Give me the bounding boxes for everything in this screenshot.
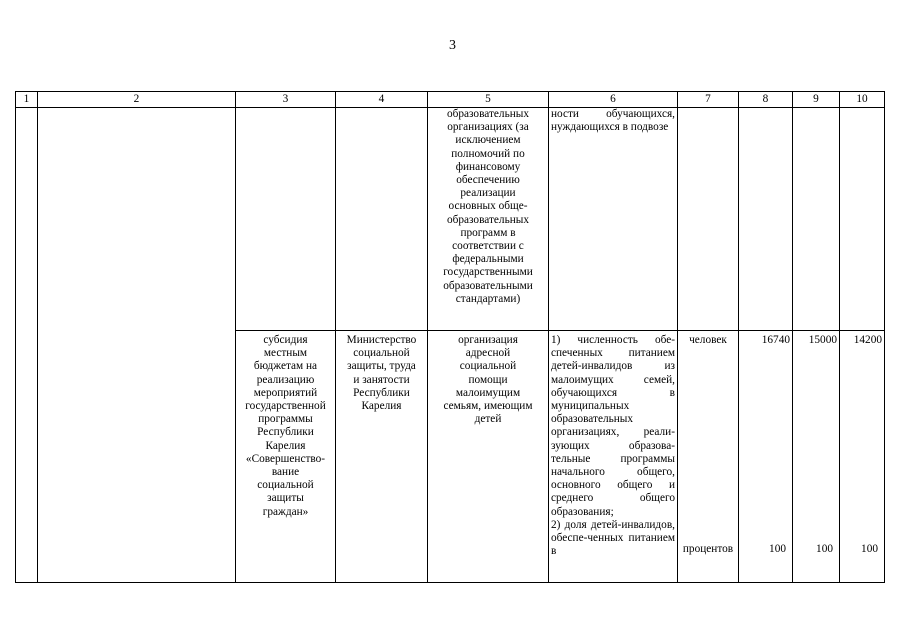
header-cell: 2 bbox=[38, 92, 236, 108]
cell-text: организация адресной социальной помощи малоимущим семьям, имеющим детей bbox=[428, 331, 549, 583]
cell-text: образовательных организациях (за исключением полномочий по финансовому обеспечению реализации основных обще- образовательных программ в соответствии с федеральными государственными образовательными стандартами) bbox=[428, 108, 549, 331]
value: 100 bbox=[769, 543, 786, 555]
value-cell bbox=[739, 331, 793, 583]
header-cell: 4 bbox=[336, 92, 428, 108]
value-cell bbox=[793, 331, 840, 583]
value: 14200 bbox=[853, 334, 882, 346]
value-cell bbox=[840, 331, 885, 583]
cell-text: субсидия местным бюджетам на реализацию мероприятий государственной программы Республики Карелия «Совершенство- вание социальной защиты граждан» bbox=[236, 331, 336, 583]
empty-cell bbox=[236, 108, 336, 331]
empty-cell bbox=[793, 108, 840, 331]
empty-cell bbox=[739, 108, 793, 331]
header-row bbox=[16, 92, 885, 108]
header-cell: 1 bbox=[16, 92, 38, 108]
indicator-2: 2) доля детей-инвалидов, обеспе-ченных питанием в bbox=[551, 518, 675, 558]
header-cell: 8 bbox=[739, 92, 793, 108]
empty-cell bbox=[38, 108, 236, 583]
page-number: 3 bbox=[449, 38, 456, 53]
empty-cell bbox=[336, 108, 428, 331]
header-cell: 6 bbox=[549, 92, 678, 108]
value: 100 bbox=[816, 543, 833, 555]
data-table bbox=[15, 91, 885, 583]
value: 16740 bbox=[761, 334, 790, 346]
empty-cell bbox=[678, 108, 739, 331]
table-row bbox=[16, 108, 885, 331]
header-cell: 7 bbox=[678, 92, 739, 108]
header-cell: 5 bbox=[428, 92, 549, 108]
empty-cell bbox=[16, 108, 38, 583]
empty-cell bbox=[840, 108, 885, 331]
header-cell: 9 bbox=[793, 92, 840, 108]
header-cell: 10 bbox=[840, 92, 885, 108]
indicator-1: 1) численность обе-спеченных питанием детей-инвалидов из малоимущих семей, обучающихся в муниципальных образовательных организациях, реали-зующих образова-тельные программы начального общего, основного общего и среднего общего образования; bbox=[551, 334, 675, 518]
unit-1: человек bbox=[689, 334, 727, 346]
cell-text: ности обучающихся, нуждающихся в подвозе bbox=[549, 108, 678, 331]
cell-text bbox=[549, 331, 678, 583]
value: 15000 bbox=[808, 334, 837, 346]
unit-2: процентов bbox=[682, 543, 734, 555]
cell-text: Министерство социальной защиты, труда и занятости Республики Карелия bbox=[336, 331, 428, 583]
header-cell: 3 bbox=[236, 92, 336, 108]
value: 100 bbox=[861, 543, 878, 555]
unit-cell bbox=[678, 331, 739, 583]
